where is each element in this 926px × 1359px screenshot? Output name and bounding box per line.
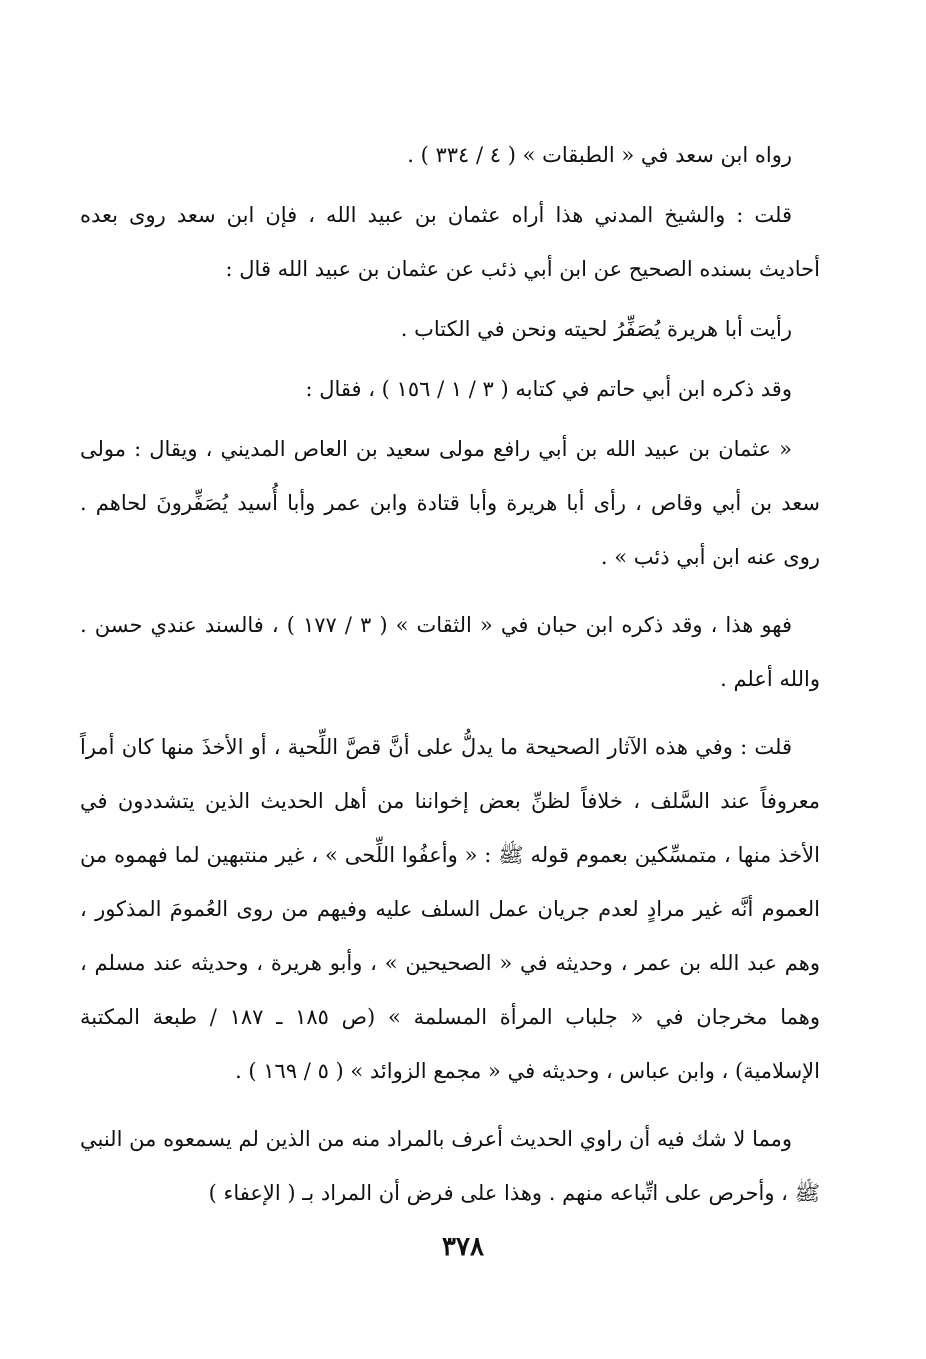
paragraph-beard-trimming-discussion: قلت : وفي هذه الآثار الصحيحة ما يدلُّ على أنَّ قصَّ اللِّحية ، أو الأخذَ منها كان أمراً معروفاً عند السَّلف ، خلافاً لظنِّ بعض إخواننا من أهل الحديث الذين يتشددون في الأخذ منها ، متمسِّكين بعموم قوله ﷺ : « وأعفُوا اللِّحى » ، غير منتبهين لما فهموه من العموم أنَّه غير مرادٍ لعدم جريان عمل السلف عليه وفيهم من روى العُمومَ المذكور ، وهم عبد الله بن عمر ، وحديثه في « الصحيحين » ، وأبو هريرة ، وحديثه عند مسلم ، وهما مخرجان في « جلباب المرأة المسلمة » (ص ١٨٥ ـ ١٨٧ / طبعة المكتبة الإسلامية) ، وابن عباس ، وحديثه في « مجمع الزوائد » ( ٥ / ١٦٩ ) .: [80, 735, 820, 1083]
paragraph-biography-quote: « عثمان بن عبيد الله بن أبي رافع مولى سعيد بن العاص المديني ، ويقال : مولى سعد بن أبي وقاص ، رأى أبا هريرة وأبا قتادة وابن عمر وأبا أُسيد يُصَفِّرونَ لحاهم . روى عنه ابن أبي ذئب » .: [80, 437, 820, 569]
paragraph-abu-hurayra-quote: رأيت أبا هريرة يُصَفِّرُ لحيته ونحن في الكتاب .: [400, 317, 792, 341]
paragraph-narrator-knowledge: ومما لا شك فيه أن راوي الحديث أعرف بالمراد منه من الذين لم يسمعوه من النبي ﷺ ، وأحرص على اتِّباعه منهم . وهذا على فرض أن المراد بـ ( الإعفاء ): [80, 1127, 820, 1205]
page-number: ٣٧٨: [442, 1232, 484, 1262]
paragraph-ibn-saad-narration: رواه ابن سعد في « الطبقات » ( ٤ / ٣٣٤ ) .: [407, 143, 792, 167]
document-page: [80, 128, 820, 1308]
paragraph-uthman-identification: قلت : والشيخ المدني هذا أراه عثمان بن عبيد الله ، فإن ابن سعد روى بعده أحاديث بسنده الصحيح عن ابن أبي ذئب عن عثمان بن عبيد الله قال :: [80, 203, 820, 281]
paragraph-ibn-hibban: فهو هذا ، وقد ذكره ابن حبان في « الثقات » ( ٣ / ١٧٧ ) ، فالسند عندي حسن . والله أعلم .: [80, 613, 820, 691]
paragraph-ibn-abi-hatim: وقد ذكره ابن أبي حاتم في كتابه ( ٣ / ١ / ١٥٦ ) ، فقال :: [305, 377, 792, 401]
